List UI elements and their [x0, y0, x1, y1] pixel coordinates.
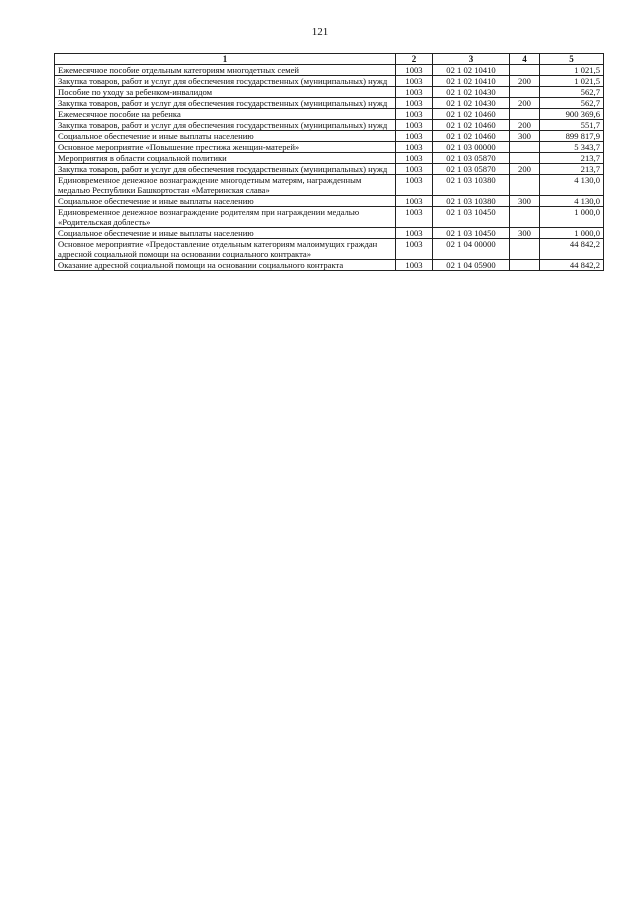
row-name-cell: Закупка товаров, работ и услуг для обеспечения государственных (муниципальных) нужд — [55, 76, 396, 87]
row-amount-cell: 1 021,5 — [540, 65, 604, 76]
table-row — [55, 87, 604, 98]
row-section-code-cell: 1003 — [396, 120, 433, 131]
table-row — [55, 120, 604, 131]
row-section-code-cell: 1003 — [396, 175, 433, 196]
row-expense-type-cell — [510, 153, 540, 164]
row-amount-cell: 1 000,0 — [540, 207, 604, 228]
row-name-cell: Закупка товаров, работ и услуг для обеспечения государственных (муниципальных) нужд — [55, 164, 396, 175]
row-expense-type-cell — [510, 239, 540, 260]
header-col-4: 4 — [510, 54, 540, 65]
row-expense-type-cell — [510, 175, 540, 196]
header-col-5: 5 — [540, 54, 604, 65]
row-section-code-cell: 1003 — [396, 207, 433, 228]
row-expense-type-cell: 300 — [510, 131, 540, 142]
row-amount-cell: 213,7 — [540, 153, 604, 164]
table-row — [55, 175, 604, 196]
row-name-cell: Пособие по уходу за ребенком-инвалидом — [55, 87, 396, 98]
row-name-cell: Ежемесячное пособие отдельным категориям многодетных семей — [55, 65, 396, 76]
row-amount-cell: 4 130,0 — [540, 196, 604, 207]
row-target-article-cell: 02 1 02 10430 — [433, 87, 510, 98]
row-amount-cell: 562,7 — [540, 87, 604, 98]
row-amount-cell: 562,7 — [540, 98, 604, 109]
table-body — [55, 65, 604, 271]
row-section-code-cell: 1003 — [396, 239, 433, 260]
row-expense-type-cell: 300 — [510, 196, 540, 207]
table-row — [55, 131, 604, 142]
row-expense-type-cell — [510, 207, 540, 228]
row-name-cell: Социальное обеспечение и иные выплаты населению — [55, 131, 396, 142]
row-amount-cell: 44 842,2 — [540, 239, 604, 260]
row-name-cell: Закупка товаров, работ и услуг для обеспечения государственных (муниципальных) нужд — [55, 120, 396, 131]
table-row — [55, 207, 604, 228]
row-name-cell: Социальное обеспечение и иные выплаты населению — [55, 196, 396, 207]
row-name-cell: Основное мероприятие «Повышение престижа женщин-матерей» — [55, 142, 396, 153]
row-amount-cell: 1 021,5 — [540, 76, 604, 87]
row-section-code-cell: 1003 — [396, 142, 433, 153]
table-row — [55, 239, 604, 260]
row-amount-cell: 5 343,7 — [540, 142, 604, 153]
row-expense-type-cell: 200 — [510, 120, 540, 131]
row-expense-type-cell: 200 — [510, 98, 540, 109]
row-section-code-cell: 1003 — [396, 76, 433, 87]
row-target-article-cell: 02 1 02 10460 — [433, 131, 510, 142]
row-section-code-cell: 1003 — [396, 109, 433, 120]
row-target-article-cell: 02 1 03 10380 — [433, 196, 510, 207]
table-row — [55, 196, 604, 207]
row-target-article-cell: 02 1 03 10450 — [433, 207, 510, 228]
row-amount-cell: 900 369,6 — [540, 109, 604, 120]
row-section-code-cell: 1003 — [396, 65, 433, 76]
table-row — [55, 76, 604, 87]
row-target-article-cell: 02 1 03 05870 — [433, 153, 510, 164]
row-name-cell: Оказание адресной социальной помощи на основании социального контракта — [55, 260, 396, 271]
row-amount-cell: 4 130,0 — [540, 175, 604, 196]
row-section-code-cell: 1003 — [396, 196, 433, 207]
row-amount-cell: 899 817,9 — [540, 131, 604, 142]
row-target-article-cell: 02 1 02 10460 — [433, 120, 510, 131]
row-expense-type-cell — [510, 260, 540, 271]
row-name-cell: Закупка товаров, работ и услуг для обеспечения государственных (муниципальных) нужд — [55, 98, 396, 109]
row-target-article-cell: 02 1 03 10450 — [433, 228, 510, 239]
row-target-article-cell: 02 1 02 10410 — [433, 76, 510, 87]
table-row — [55, 142, 604, 153]
row-expense-type-cell — [510, 109, 540, 120]
row-amount-cell: 213,7 — [540, 164, 604, 175]
row-expense-type-cell: 300 — [510, 228, 540, 239]
table-row — [55, 65, 604, 76]
table-row — [55, 153, 604, 164]
row-name-cell: Единовременное денежное вознаграждение многодетным матерям, награжденным медалью Республики Башкортостан «Материнская слава» — [55, 175, 396, 196]
row-target-article-cell: 02 1 03 00000 — [433, 142, 510, 153]
row-target-article-cell: 02 1 04 00000 — [433, 239, 510, 260]
table-row — [55, 98, 604, 109]
row-section-code-cell: 1003 — [396, 131, 433, 142]
row-amount-cell: 551,7 — [540, 120, 604, 131]
table-row — [55, 228, 604, 239]
table-row — [55, 109, 604, 120]
row-target-article-cell: 02 1 02 10460 — [433, 109, 510, 120]
table-header-row — [55, 54, 604, 65]
table-row — [55, 164, 604, 175]
header-col-3: 3 — [433, 54, 510, 65]
row-target-article-cell: 02 1 03 10380 — [433, 175, 510, 196]
row-section-code-cell: 1003 — [396, 87, 433, 98]
row-name-cell: Социальное обеспечение и иные выплаты населению — [55, 228, 396, 239]
row-name-cell: Основное мероприятие «Предоставление отдельным категориям малоимущих граждан адресной социальной помощи на основании социального контракта» — [55, 239, 396, 260]
row-target-article-cell: 02 1 02 10410 — [433, 65, 510, 76]
row-target-article-cell: 02 1 03 05870 — [433, 164, 510, 175]
row-section-code-cell: 1003 — [396, 98, 433, 109]
row-expense-type-cell — [510, 142, 540, 153]
table-row — [55, 260, 604, 271]
row-expense-type-cell: 200 — [510, 164, 540, 175]
row-section-code-cell: 1003 — [396, 228, 433, 239]
row-section-code-cell: 1003 — [396, 164, 433, 175]
row-name-cell: Ежемесячное пособие на ребенка — [55, 109, 396, 120]
row-amount-cell: 1 000,0 — [540, 228, 604, 239]
row-name-cell: Мероприятия в области социальной политики — [55, 153, 396, 164]
row-expense-type-cell: 200 — [510, 76, 540, 87]
row-expense-type-cell — [510, 87, 540, 98]
page-number: 121 — [311, 26, 329, 38]
header-col-2: 2 — [396, 54, 433, 65]
row-section-code-cell: 1003 — [396, 260, 433, 271]
row-amount-cell: 44 842,2 — [540, 260, 604, 271]
budget-table — [54, 53, 604, 271]
row-name-cell: Единовременное денежное вознаграждение родителям при награждении медалью «Родительская доблесть» — [55, 207, 396, 228]
row-section-code-cell: 1003 — [396, 153, 433, 164]
header-col-1: 1 — [55, 54, 396, 65]
row-target-article-cell: 02 1 04 05900 — [433, 260, 510, 271]
row-expense-type-cell — [510, 65, 540, 76]
row-target-article-cell: 02 1 02 10430 — [433, 98, 510, 109]
